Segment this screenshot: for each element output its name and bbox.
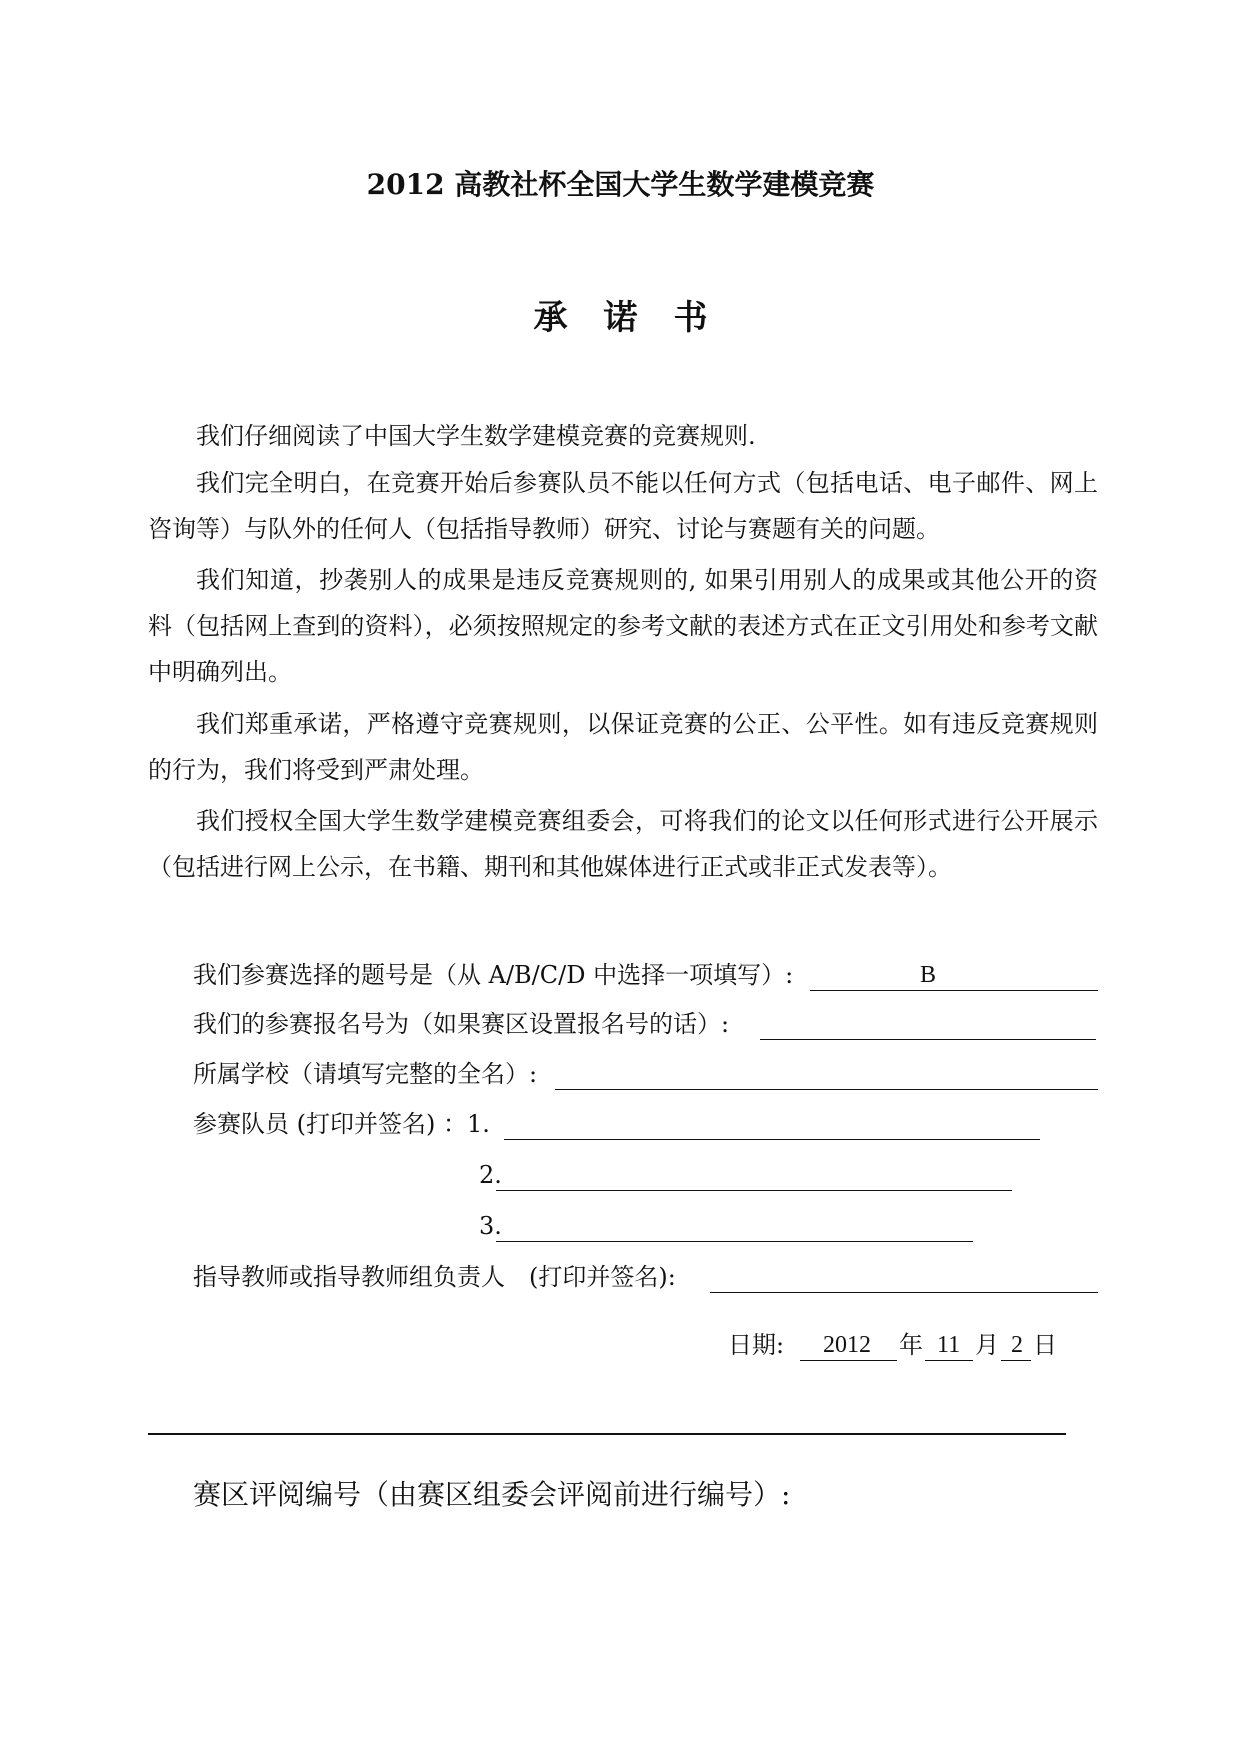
date-year-unit: 年 [899,1331,923,1359]
review-number-label: 赛区评阅编号（由赛区组委会评阅前进行编号）: [193,1478,791,1511]
problem-number-underline [810,990,1098,991]
date-month-unit: 月 [975,1331,999,1359]
date-year-value[interactable]: 2012 [823,1332,871,1358]
date-month-value[interactable]: 11 [937,1332,961,1358]
registration-number-underline[interactable] [760,1039,1096,1040]
member-1-underline[interactable] [504,1139,1040,1140]
problem-number-value[interactable]: B [920,962,937,988]
member-2-underline[interactable] [496,1190,1012,1191]
problem-number-label: 我们参赛选择的题号是（从 A/B/C/D 中选择一项填写）: [193,961,794,989]
doc-title-char-3: 书 [673,298,708,338]
paragraph-4: 我们郑重承诺，严格遵守竞赛规则，以保证竞赛的公正、公平性。如有违反竞赛规则的行为，我们将受到严肃处理。 [148,710,1098,784]
paragraph-3: 我们知道，抄袭别人的成果是违反竞赛规则的, 如果引用别人的成果或其他公开的资料（包括网上查到的资料），必须按照规定的参考文献的表述方式在正文引用处和参考文献中明确列出。 [148,566,1098,686]
member-2-label: 2. [479,1161,502,1189]
doc-title-char-1: 承 [533,298,568,338]
advisor-underline[interactable] [710,1292,1098,1293]
school-underline[interactable] [555,1089,1098,1090]
competition-title: 2012 高教社杯全国大学生数学建模竞赛 [366,168,875,201]
school-label: 所属学校（请填写完整的全名）: [193,1060,538,1088]
registration-number-label: 我们的参赛报名号为（如果赛区设置报名号的话）: [193,1010,730,1038]
paragraph-5: 我们授权全国大学生数学建模竞赛组委会，可将我们的论文以任何形式进行公开展示（包括进行网上公示，在书籍、期刊和其他媒体进行正式或非正式发表等）。 [148,807,1098,881]
paragraph-2: 我们完全明白，在竞赛开始后参赛队员不能以任何方式（包括电话、电子邮件、网上咨询等）与队外的任何人（包括指导教师）研究、讨论与赛题有关的问题。 [148,469,1098,543]
document-title [0,290,1241,339]
paragraph-1: 我们仔细阅读了中国大学生数学建模竞赛的竞赛规则. [196,422,756,450]
advisor-label: 指导教师或指导教师组负责人 (打印并签名): [193,1263,676,1291]
member-3-label: 3. [479,1212,502,1240]
date-day-value[interactable]: 2 [1011,1332,1023,1358]
doc-title-char-2: 诺 [603,298,638,338]
member-3-underline[interactable] [496,1241,973,1242]
date-month-underline [925,1360,973,1361]
date-day-unit: 日 [1033,1331,1057,1359]
team-members-label: 参赛队员 (打印并签名) ：1. [193,1110,490,1138]
date-year-underline [800,1360,897,1361]
date-label: 日期: [728,1331,785,1359]
date-day-underline [1001,1360,1031,1361]
section-divider [148,1433,1066,1435]
